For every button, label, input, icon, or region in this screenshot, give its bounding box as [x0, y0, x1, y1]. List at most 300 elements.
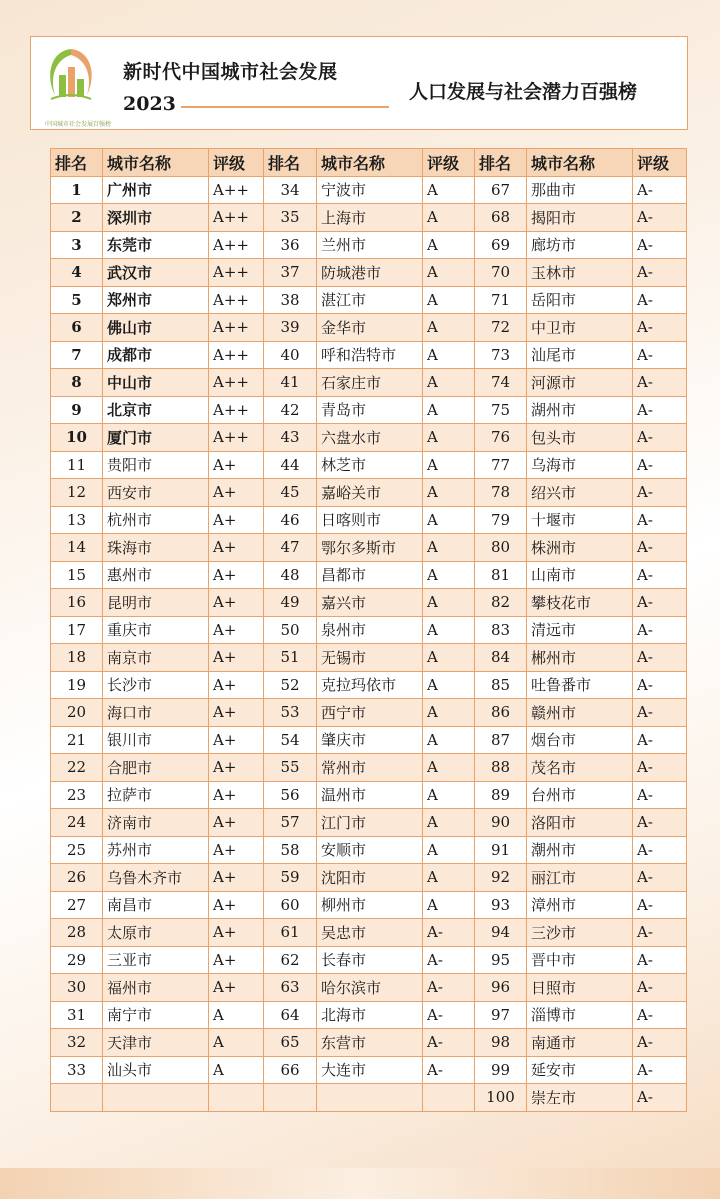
table-row [51, 451, 687, 479]
grade-cell: A- [633, 396, 687, 424]
footer-band [0, 1168, 720, 1199]
grade-cell: A- [423, 1001, 475, 1029]
table-row [51, 341, 687, 369]
city-cell: 揭阳市 [527, 204, 633, 232]
grade-cell: A- [633, 286, 687, 314]
city-cell: 海口市 [103, 699, 209, 727]
grade-cell: A- [633, 589, 687, 617]
city-cell: 攀枝花市 [527, 589, 633, 617]
rank-cell: 38 [264, 286, 317, 314]
grade-cell: A++ [209, 176, 264, 204]
rank-cell: 77 [475, 451, 527, 479]
city-cell [317, 1084, 423, 1112]
header-grade: 评级 [209, 149, 264, 177]
city-cell: 柳州市 [317, 891, 423, 919]
city-cell: 鄂尔多斯市 [317, 534, 423, 562]
city-cell: 南通市 [527, 1029, 633, 1057]
rank-cell: 78 [475, 479, 527, 507]
rank-cell: 87 [475, 726, 527, 754]
city-cell: 石家庄市 [317, 369, 423, 397]
table-row [51, 809, 687, 837]
rank-cell: 62 [264, 946, 317, 974]
grade-cell: A+ [209, 506, 264, 534]
grade-cell: A- [633, 781, 687, 809]
rank-cell: 58 [264, 836, 317, 864]
grade-cell: A [423, 644, 475, 672]
grade-cell: A [423, 479, 475, 507]
title-right: 人口发展与社会潜力百强榜 [409, 81, 638, 103]
grade-cell: A+ [209, 754, 264, 782]
table-row [51, 974, 687, 1002]
city-cell: 广州市 [103, 176, 209, 204]
rank-cell: 96 [475, 974, 527, 1002]
grade-cell: A [209, 1029, 264, 1057]
rank-cell: 34 [264, 176, 317, 204]
city-cell: 南昌市 [103, 891, 209, 919]
grade-cell: A- [423, 1056, 475, 1084]
table-row [51, 836, 687, 864]
grade-cell: A [423, 754, 475, 782]
grade-cell: A+ [209, 836, 264, 864]
rank-cell: 65 [264, 1029, 317, 1057]
rank-cell: 4 [51, 259, 103, 287]
grade-cell: A+ [209, 946, 264, 974]
table-row [51, 1084, 687, 1112]
grade-cell: A [423, 314, 475, 342]
rank-cell: 81 [475, 561, 527, 589]
grade-cell: A- [633, 1001, 687, 1029]
city-cell: 吐鲁番市 [527, 671, 633, 699]
rank-cell: 46 [264, 506, 317, 534]
header-grade: 评级 [633, 149, 687, 177]
rank-cell: 83 [475, 616, 527, 644]
city-cell: 嘉兴市 [317, 589, 423, 617]
city-cell: 上海市 [317, 204, 423, 232]
table-row [51, 396, 687, 424]
city-cell: 北海市 [317, 1001, 423, 1029]
grade-cell: A [423, 176, 475, 204]
rank-cell: 72 [475, 314, 527, 342]
city-cell: 乌海市 [527, 451, 633, 479]
grade-cell: A- [633, 616, 687, 644]
rank-cell: 24 [51, 809, 103, 837]
rank-cell: 95 [475, 946, 527, 974]
rank-cell: 37 [264, 259, 317, 287]
grade-cell: A [423, 589, 475, 617]
city-cell: 林芝市 [317, 451, 423, 479]
rank-cell: 94 [475, 919, 527, 947]
city-cell: 天津市 [103, 1029, 209, 1057]
rank-cell: 8 [51, 369, 103, 397]
city-cell: 济南市 [103, 809, 209, 837]
grade-cell: A- [633, 314, 687, 342]
logo [41, 45, 112, 128]
grade-cell: A [423, 781, 475, 809]
rank-cell: 5 [51, 286, 103, 314]
grade-cell: A- [423, 1029, 475, 1057]
table-row [51, 231, 687, 259]
rank-cell: 42 [264, 396, 317, 424]
grade-cell: A [423, 231, 475, 259]
grade-cell: A [423, 891, 475, 919]
city-cell: 青岛市 [317, 396, 423, 424]
rank-cell: 40 [264, 341, 317, 369]
grade-cell: A+ [209, 699, 264, 727]
rank-cell: 21 [51, 726, 103, 754]
city-cell: 河源市 [527, 369, 633, 397]
rank-cell: 50 [264, 616, 317, 644]
grade-cell: A [423, 671, 475, 699]
city-cell: 包头市 [527, 424, 633, 452]
rank-cell: 43 [264, 424, 317, 452]
city-cell: 江门市 [317, 809, 423, 837]
city-cell: 常州市 [317, 754, 423, 782]
city-cell: 厦门市 [103, 424, 209, 452]
city-cell: 武汉市 [103, 259, 209, 287]
rank-cell: 16 [51, 589, 103, 617]
rank-cell: 79 [475, 506, 527, 534]
rank-cell: 36 [264, 231, 317, 259]
rank-cell: 86 [475, 699, 527, 727]
grade-cell: A+ [209, 781, 264, 809]
grade-cell: A+ [209, 919, 264, 947]
city-cell: 延安市 [527, 1056, 633, 1084]
city-cell: 昆明市 [103, 589, 209, 617]
grade-cell: A- [633, 1029, 687, 1057]
rank-cell: 45 [264, 479, 317, 507]
rank-cell: 17 [51, 616, 103, 644]
city-cell: 茂名市 [527, 754, 633, 782]
rank-cell: 92 [475, 864, 527, 892]
rank-cell: 14 [51, 534, 103, 562]
grade-cell: A++ [209, 204, 264, 232]
header-city: 城市名称 [527, 149, 633, 177]
city-cell: 佛山市 [103, 314, 209, 342]
rank-cell: 69 [475, 231, 527, 259]
rank-cell: 54 [264, 726, 317, 754]
city-cell: 珠海市 [103, 534, 209, 562]
rank-cell: 9 [51, 396, 103, 424]
city-cell: 淄博市 [527, 1001, 633, 1029]
grade-cell: A- [633, 231, 687, 259]
grade-cell: A- [633, 946, 687, 974]
rank-cell: 32 [51, 1029, 103, 1057]
rank-cell: 52 [264, 671, 317, 699]
table-row [51, 589, 687, 617]
rank-cell: 75 [475, 396, 527, 424]
grade-cell: A++ [209, 314, 264, 342]
rank-cell: 1 [51, 176, 103, 204]
city-cell: 岳阳市 [527, 286, 633, 314]
title-year: 2023 [123, 93, 176, 115]
city-cell: 玉林市 [527, 259, 633, 287]
table-row [51, 754, 687, 782]
city-cell: 崇左市 [527, 1084, 633, 1112]
city-cell: 山南市 [527, 561, 633, 589]
grade-cell: A+ [209, 726, 264, 754]
city-cell: 六盘水市 [317, 424, 423, 452]
table-row [51, 176, 687, 204]
grade-cell: A [423, 726, 475, 754]
grade-cell: A [423, 286, 475, 314]
rank-cell: 88 [475, 754, 527, 782]
city-cell: 清远市 [527, 616, 633, 644]
city-cell: 呼和浩特市 [317, 341, 423, 369]
city-cell: 兰州市 [317, 231, 423, 259]
city-cell: 银川市 [103, 726, 209, 754]
city-cell: 中山市 [103, 369, 209, 397]
city-cell: 重庆市 [103, 616, 209, 644]
city-cell: 肇庆市 [317, 726, 423, 754]
rank-cell: 67 [475, 176, 527, 204]
rank-cell: 100 [475, 1084, 527, 1112]
grade-cell: A- [633, 974, 687, 1002]
table-row [51, 1001, 687, 1029]
grade-cell: A++ [209, 259, 264, 287]
grade-cell: A++ [209, 231, 264, 259]
rank-cell: 25 [51, 836, 103, 864]
city-cell: 三亚市 [103, 946, 209, 974]
grade-cell: A- [633, 754, 687, 782]
rank-cell [51, 1084, 103, 1112]
grade-cell: A [423, 561, 475, 589]
grade-cell: A+ [209, 864, 264, 892]
city-cell: 日喀则市 [317, 506, 423, 534]
ranking-table-wrap [50, 148, 686, 1112]
city-cell: 中卫市 [527, 314, 633, 342]
rank-cell: 12 [51, 479, 103, 507]
rank-cell: 70 [475, 259, 527, 287]
header-rank: 排名 [51, 149, 103, 177]
rank-cell: 29 [51, 946, 103, 974]
rank-cell: 15 [51, 561, 103, 589]
rank-cell: 48 [264, 561, 317, 589]
grade-cell: A+ [209, 891, 264, 919]
table-body [51, 176, 687, 1111]
table-header-row [51, 149, 687, 177]
rank-cell: 39 [264, 314, 317, 342]
city-cell: 那曲市 [527, 176, 633, 204]
table-row [51, 644, 687, 672]
table-row [51, 864, 687, 892]
city-cell: 西安市 [103, 479, 209, 507]
rank-cell: 26 [51, 864, 103, 892]
table-row [51, 919, 687, 947]
rank-cell: 44 [264, 451, 317, 479]
rank-cell: 76 [475, 424, 527, 452]
city-cell: 西宁市 [317, 699, 423, 727]
table-row [51, 286, 687, 314]
grade-cell: A++ [209, 424, 264, 452]
rank-cell: 59 [264, 864, 317, 892]
city-cell: 防城港市 [317, 259, 423, 287]
table-row [51, 534, 687, 562]
table-row [51, 424, 687, 452]
rank-cell: 49 [264, 589, 317, 617]
grade-cell: A [423, 204, 475, 232]
city-cell: 安顺市 [317, 836, 423, 864]
rank-cell: 71 [475, 286, 527, 314]
grade-cell: A- [633, 809, 687, 837]
city-cell: 东营市 [317, 1029, 423, 1057]
header-rank: 排名 [475, 149, 527, 177]
city-cell: 株洲市 [527, 534, 633, 562]
title-main: 新时代中国城市社会发展 [123, 61, 338, 83]
rank-cell: 56 [264, 781, 317, 809]
city-cell: 拉萨市 [103, 781, 209, 809]
city-cell: 晋中市 [527, 946, 633, 974]
grade-cell: A+ [209, 479, 264, 507]
city-cell: 十堰市 [527, 506, 633, 534]
grade-cell: A [209, 1056, 264, 1084]
rank-cell: 93 [475, 891, 527, 919]
grade-cell: A [423, 864, 475, 892]
city-cell: 杭州市 [103, 506, 209, 534]
grade-cell: A- [633, 1084, 687, 1112]
table-row [51, 204, 687, 232]
table-row [51, 561, 687, 589]
city-cell: 太原市 [103, 919, 209, 947]
rank-cell: 2 [51, 204, 103, 232]
city-cell: 汕头市 [103, 1056, 209, 1084]
rank-cell: 91 [475, 836, 527, 864]
table-row [51, 946, 687, 974]
city-cell: 潮州市 [527, 836, 633, 864]
grade-cell: A+ [209, 644, 264, 672]
grade-cell: A++ [209, 396, 264, 424]
grade-cell: A- [423, 946, 475, 974]
grade-cell: A- [633, 451, 687, 479]
grade-cell: A- [633, 836, 687, 864]
rank-cell: 22 [51, 754, 103, 782]
city-cell: 泉州市 [317, 616, 423, 644]
rank-cell: 30 [51, 974, 103, 1002]
grade-cell: A [423, 809, 475, 837]
rank-cell [264, 1084, 317, 1112]
rank-cell: 57 [264, 809, 317, 837]
header-rank: 排名 [264, 149, 317, 177]
rank-cell: 28 [51, 919, 103, 947]
city-cell: 苏州市 [103, 836, 209, 864]
city-cell: 乌鲁木齐市 [103, 864, 209, 892]
rank-cell: 10 [51, 424, 103, 452]
city-cell: 成都市 [103, 341, 209, 369]
grade-cell: A- [633, 671, 687, 699]
city-cell: 哈尔滨市 [317, 974, 423, 1002]
grade-cell: A- [633, 919, 687, 947]
ranking-table [50, 148, 687, 1112]
city-cell: 合肥市 [103, 754, 209, 782]
grade-cell: A- [633, 341, 687, 369]
city-cell: 郴州市 [527, 644, 633, 672]
city-cell: 赣州市 [527, 699, 633, 727]
grade-cell: A- [633, 204, 687, 232]
grade-cell: A- [423, 974, 475, 1002]
grade-cell: A- [633, 891, 687, 919]
rank-cell: 41 [264, 369, 317, 397]
rank-cell: 97 [475, 1001, 527, 1029]
rank-cell: 61 [264, 919, 317, 947]
grade-cell: A [423, 451, 475, 479]
city-cell: 沈阳市 [317, 864, 423, 892]
city-cell: 长沙市 [103, 671, 209, 699]
grade-cell: A- [633, 699, 687, 727]
table-row [51, 506, 687, 534]
rank-cell: 63 [264, 974, 317, 1002]
title-divider [181, 106, 389, 108]
table-row [51, 616, 687, 644]
rank-cell: 20 [51, 699, 103, 727]
rank-cell: 35 [264, 204, 317, 232]
city-cell: 惠州市 [103, 561, 209, 589]
grade-cell: A+ [209, 534, 264, 562]
city-cell: 汕尾市 [527, 341, 633, 369]
rank-cell: 6 [51, 314, 103, 342]
grade-cell [209, 1084, 264, 1112]
city-cell: 温州市 [317, 781, 423, 809]
rank-cell: 68 [475, 204, 527, 232]
city-cell: 三沙市 [527, 919, 633, 947]
city-cell: 廊坊市 [527, 231, 633, 259]
grade-cell: A+ [209, 974, 264, 1002]
city-cell: 深圳市 [103, 204, 209, 232]
city-cell: 福州市 [103, 974, 209, 1002]
city-cell: 金华市 [317, 314, 423, 342]
grade-cell: A++ [209, 369, 264, 397]
city-cell: 洛阳市 [527, 809, 633, 837]
grade-cell: A+ [209, 451, 264, 479]
table-row [51, 314, 687, 342]
city-cell: 昌都市 [317, 561, 423, 589]
rank-cell: 73 [475, 341, 527, 369]
rank-cell: 47 [264, 534, 317, 562]
rank-cell: 18 [51, 644, 103, 672]
grade-cell: A+ [209, 809, 264, 837]
rank-cell: 64 [264, 1001, 317, 1029]
grade-cell: A- [423, 919, 475, 947]
grade-cell [423, 1084, 475, 1112]
grade-cell: A- [633, 1056, 687, 1084]
city-cell: 漳州市 [527, 891, 633, 919]
rank-cell: 90 [475, 809, 527, 837]
city-cell: 南京市 [103, 644, 209, 672]
rank-cell: 98 [475, 1029, 527, 1057]
table-row [51, 781, 687, 809]
rank-cell: 82 [475, 589, 527, 617]
table-row [51, 891, 687, 919]
grade-cell: A [423, 259, 475, 287]
table-row [51, 1029, 687, 1057]
grade-cell: A++ [209, 286, 264, 314]
table-row [51, 479, 687, 507]
header-grade: 评级 [423, 149, 475, 177]
grade-cell: A+ [209, 561, 264, 589]
city-cell: 湖州市 [527, 396, 633, 424]
rank-cell: 55 [264, 754, 317, 782]
rank-cell: 66 [264, 1056, 317, 1084]
grade-cell: A- [633, 479, 687, 507]
table-row [51, 369, 687, 397]
grade-cell: A+ [209, 616, 264, 644]
grade-cell: A [209, 1001, 264, 1029]
city-cell: 大连市 [317, 1056, 423, 1084]
grade-cell: A [423, 534, 475, 562]
rank-cell: 60 [264, 891, 317, 919]
rank-cell: 89 [475, 781, 527, 809]
city-cell: 台州市 [527, 781, 633, 809]
rank-cell: 11 [51, 451, 103, 479]
grade-cell: A- [633, 424, 687, 452]
